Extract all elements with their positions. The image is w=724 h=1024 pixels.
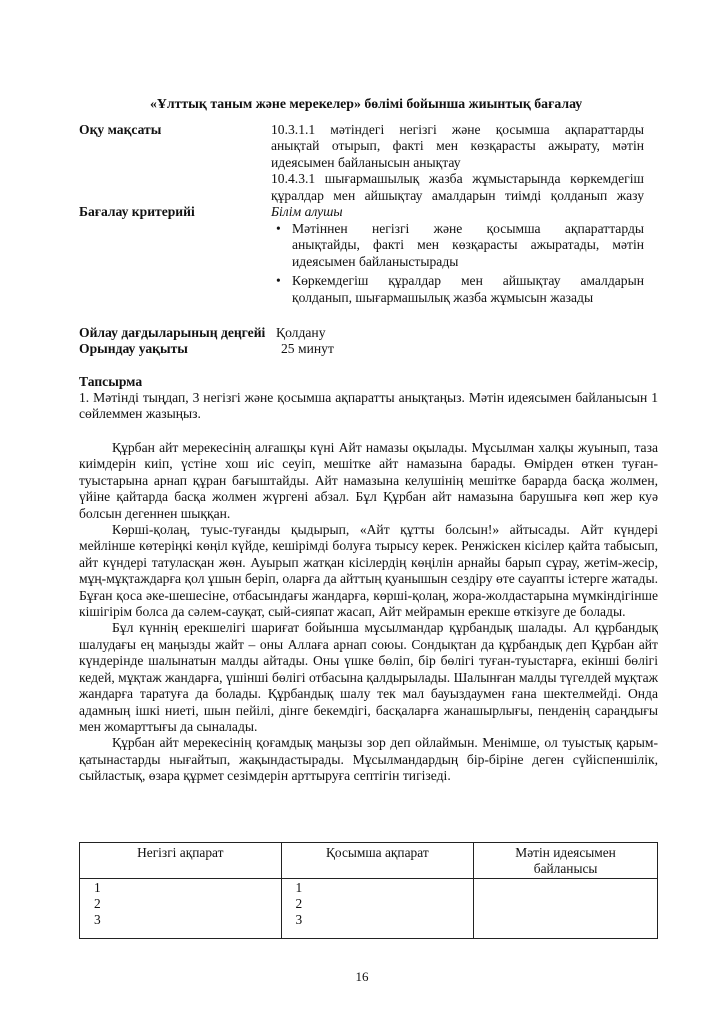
skill-label: Ойлау дағдыларының деңгейі <box>79 325 266 340</box>
table-row <box>80 879 658 939</box>
time-label: Орындау уақыты <box>79 341 188 356</box>
bullet1-line1: Мәтіннен негізгі және қосымша ақпараттарды <box>292 221 644 236</box>
text-paragraph-3: Бұл күннің ерекшелігі шариғат бойынша мұсылмандар құрбандық шалады. Ал құрбандық шалудағы ең маңызды жайт – оны Аллаға арнап союы. Сондықтан да құрбандық деп Құрбан айт күндерінде шалынатын малды айтады. Оны үшке бөліп, бір бөлігі туған-туыстарға, екінші бөлігі кедей, мұқтаж жандарға, үшінші бөлігі отбасына қалдырылады. Шалынған малды түгелдей мұқтаж жандарға таратуға да болады. Құрбандық шалу тек мал бауыздаумен ғана шектелмейді. Онда адамның ішкі ниеті, шын пейілі, дінге бекемдігі, басқаларға жанашырлығы, пенденің сараңдығы мен жомарттығы да сыналады. <box>79 620 658 734</box>
goals-text <box>271 122 644 204</box>
criteria-bullet-1 <box>276 221 644 270</box>
row-number: 2 <box>295 896 303 911</box>
bullet2-line1: Көркемдегіш құралдар мен айшықтау амалдарын <box>292 273 644 289</box>
goal2-line2: құралдар мен айшықтау амалдарын тиімді қолданып жазу <box>271 187 644 203</box>
table-header-cell: Мәтін идеясымен байланысы <box>474 843 658 879</box>
skill-value: Қолдану <box>276 325 326 340</box>
bullet2-line2: қолданып, шығармашылық жазба жұмысын жазады <box>292 289 594 305</box>
row-number: 1 <box>295 880 303 895</box>
goal1-line1: 10.3.1.1 мәтіндегі негізгі және қосымша ақпараттарды <box>271 122 644 137</box>
page-number: 16 <box>355 969 369 984</box>
row-number: 3 <box>94 912 101 927</box>
criteria-bullets <box>276 221 644 306</box>
goal2-line1: 10.4.3.1 шығармашылық жазба жұмыстарында көркемдегіш <box>271 171 644 187</box>
page-title: «Ұлттық таным және мерекелер» бөлімі бойынша жиынтық бағалау <box>150 96 583 111</box>
text-paragraph-2: Көрші-қолаң, туыс-туғанды қыдырып, «Айт құтты болсын!» айтысады. Айт күндері мейлінше көтеріңкі көңіл күйде, кешірімді болуға тырысу керек. Ренжіскен кісілер қайта табысып, айт күндері татуласқан жөн. Ауырып жатқан кісілердің көңілін арнайы барып сұрау, жетім-жесір, мұң-мұқтаждарға қол ұшын беріп, оларға да айттың қуанышын сездіру өте сауапты істерге жатады. Бұған қоса әке-шешесіне, отбасындағы жандарға, көрші-қолаң, жора-жолдастарына мүмкіндігінше кішігірім болса да сәлем-сауқат, сый-сияпат жасап, Айт мейрамын ерекше өткізуге де болады. <box>79 522 658 620</box>
answer-table <box>79 842 658 939</box>
task-instruction: 1. Мәтінді тыңдап, 3 негізгі және қосымша ақпаратты анықтаңыз. Мәтін идеясымен байланысын 1 сөйлеммен жазыңыз. <box>79 390 658 422</box>
text-paragraph-1: Құрбан айт мерекесінің алғашқы күні Айт намазы оқылады. Мұсылман халқы жуынып, таза киімдерін киіп, үстіне хош иіс сеуіп, мешітке айт намазына барады. Өмірден өткен туған-туыстарына арнап құран бағыштайды. Айт намазына келушінің мешітке барарда басқа жолмен, үйіне қайтарда басқа жолмен жүргені абзал. Бұл Құрбан айт намазына барушыға көп жер куә болсын дегеннен шыққан. <box>79 440 658 521</box>
table-cell-extra-info[interactable] <box>281 879 474 939</box>
table-header-cell: Қосымша ақпарат <box>281 843 474 879</box>
goals-label: Оқу мақсаты <box>79 122 162 137</box>
time-value: 25 минут <box>281 341 334 356</box>
criteria-bullet-2 <box>276 273 644 306</box>
table-cell-main-info[interactable] <box>80 879 282 939</box>
criteria-sublabel: Білім алушы <box>271 204 343 219</box>
table-header-row <box>80 843 658 879</box>
table-cell-idea-link[interactable] <box>474 879 658 939</box>
text-paragraph-4: Құрбан айт мерекесінің қоғамдық маңызы зор деп ойлаймын. Менімше, ол туыстық қарым-қатынастарды нығайтып, жақындастырады. Мұсылмандардың бір-біріне деген сүйіспеншілік, сыйластық, өзара құрмет сезімдерін арттыруға септігін тигізеді. <box>79 735 658 784</box>
bullet-icon: • <box>276 221 281 236</box>
reading-text <box>79 440 658 785</box>
goal1-line3: идеясымен байланысын анықтау <box>271 154 461 170</box>
row-number: 2 <box>94 896 101 911</box>
bullet1-line3: идеясымен байланыстырады <box>292 253 459 269</box>
criteria-label: Бағалау критерийі <box>79 204 195 219</box>
goal1-line2: анықтай отырып, факті мен көзқарасты ажырату, мәтін <box>271 138 644 154</box>
table-header-cell: Негізгі ақпарат <box>80 843 282 879</box>
task-heading: Тапсырма <box>79 374 143 389</box>
row-number: 3 <box>295 912 303 927</box>
bullet1-line2: анықтайды, факті мен көзқарасты ажыратады, мәтін <box>292 237 644 253</box>
bullet-icon: • <box>276 273 281 289</box>
row-number: 1 <box>94 880 101 895</box>
